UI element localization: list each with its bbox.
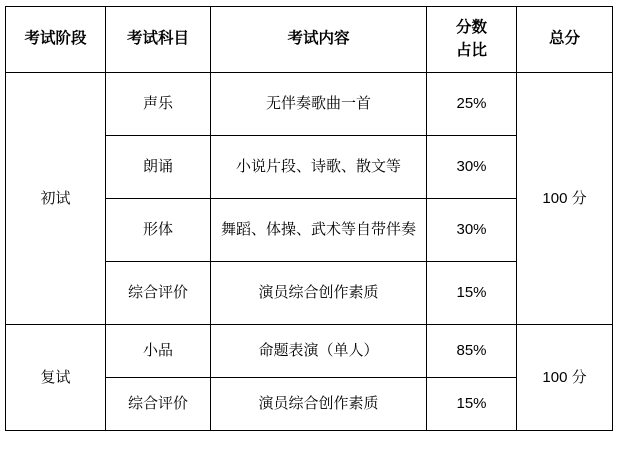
content-cell: 无伴奏歌曲一首	[211, 73, 427, 136]
content-cell: 小说片段、诗歌、散文等	[211, 136, 427, 199]
table-header-row	[6, 7, 613, 73]
column-header-content: 考试内容	[211, 7, 427, 73]
subject-cell: 朗诵	[106, 136, 211, 199]
table-header	[6, 7, 613, 73]
column-header-ratio	[427, 7, 517, 73]
stage-cell-retest: 复试	[6, 325, 106, 431]
total-cell-retest: 100 分	[517, 325, 613, 431]
ratio-cell: 25%	[427, 73, 517, 136]
exam-requirements-table	[5, 6, 613, 431]
subject-cell: 形体	[106, 199, 211, 262]
content-cell: 舞蹈、体操、武术等自带伴奏	[211, 199, 427, 262]
ratio-cell: 85%	[427, 325, 517, 378]
content-cell: 命题表演（单人）	[211, 325, 427, 378]
stage-cell-preliminary: 初试	[6, 73, 106, 325]
ratio-cell: 15%	[427, 378, 517, 431]
column-header-stage: 考试阶段	[6, 7, 106, 73]
subject-cell: 声乐	[106, 73, 211, 136]
content-cell: 演员综合创作素质	[211, 378, 427, 431]
subject-cell: 综合评价	[106, 262, 211, 325]
table-row	[6, 73, 613, 136]
column-header-ratio-line2: 占比	[455, 41, 487, 59]
ratio-cell: 30%	[427, 136, 517, 199]
column-header-ratio-line1: 分数	[455, 19, 487, 37]
ratio-cell: 30%	[427, 199, 517, 262]
column-header-total: 总分	[517, 7, 613, 73]
content-cell: 演员综合创作素质	[211, 262, 427, 325]
table-row	[6, 325, 613, 378]
total-cell-preliminary: 100 分	[517, 73, 613, 325]
table-body	[6, 73, 613, 431]
subject-cell: 综合评价	[106, 378, 211, 431]
ratio-cell: 15%	[427, 262, 517, 325]
column-header-subject: 考试科目	[106, 7, 211, 73]
subject-cell: 小品	[106, 325, 211, 378]
